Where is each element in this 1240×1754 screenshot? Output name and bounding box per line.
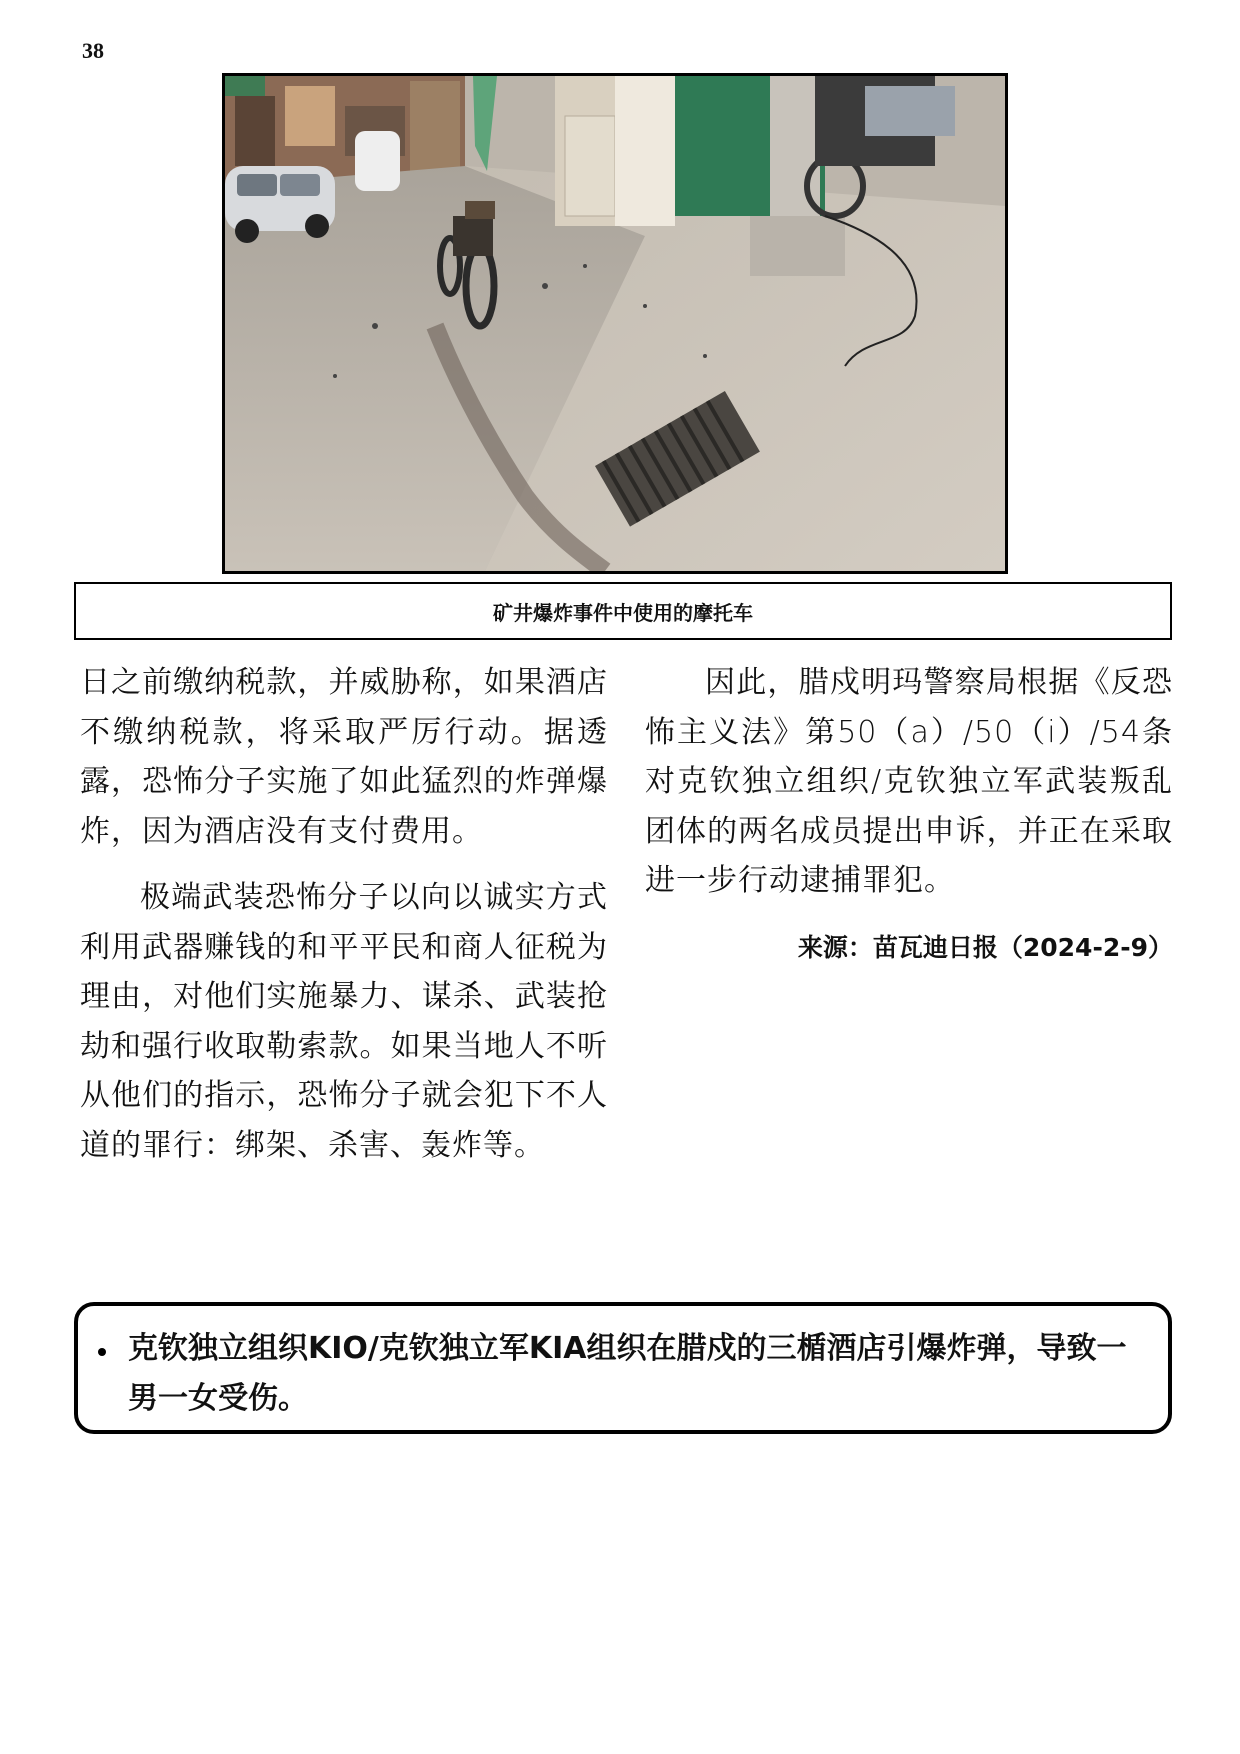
motorcycle-scene-illustration: [225, 76, 1005, 571]
left-paragraph-1: 日之前缴纳税款，并威胁称，如果酒店不缴纳税款，将采取严厉行动。据透露，恐怖分子实施了如此猛烈的炸弹爆炸，因为酒店没有支付费用。: [80, 665, 608, 849]
street-photo: [222, 73, 1008, 574]
right-column: [645, 658, 1173, 972]
highlight-text: 克钦独立组织KIO/克钦独立军KIA组织在腊戍的三楯酒店引爆炸弹，导致一男一女受伤。: [128, 1331, 1127, 1416]
bullet-icon: [98, 1348, 106, 1356]
photo-caption: 矿井爆炸事件中使用的摩托车: [74, 582, 1172, 640]
left-column: [80, 658, 608, 1187]
left-paragraph-2: 极端武装恐怖分子以向以诚实方式利用武器赚钱的和平平民和商人征税为理由，对他们实施暴力、谋杀、武装抢劫和强行收取勒索款。如果当地人不听从他们的指示，恐怖分子就会犯下不人道的罪行：绑架、杀害、轰炸等。: [80, 880, 608, 1163]
page-number: 38: [82, 38, 104, 63]
highlight-box: [74, 1302, 1172, 1434]
source-citation: 来源：苗瓦迪日报（2024-2-9）: [797, 932, 1173, 962]
right-paragraph-1: 因此，腊戍明玛警察局根据《反恐怖主义法》第50（a）/50（i）/54条对克钦独立组织/克钦独立军武装叛乱团体的两名成员提出申诉，并正在采取进一步行动逮捕罪犯。: [645, 665, 1173, 898]
